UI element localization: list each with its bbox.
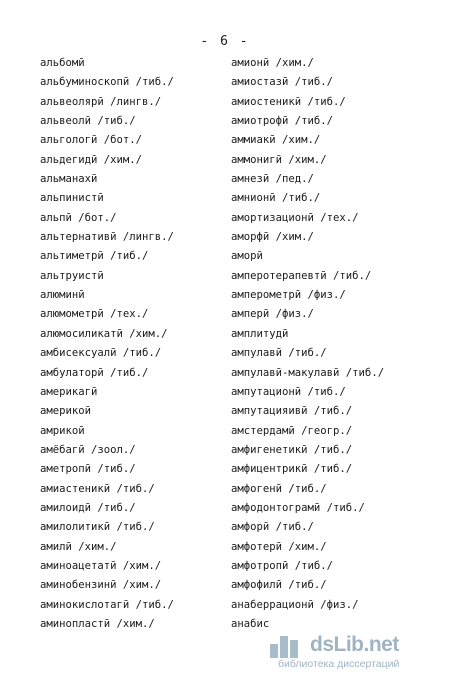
word-entry: амплитудӣ [231,327,289,340]
word-entry: аминокислотагӣ /тиб./ [40,598,174,611]
word-entry: альтиметрӣ /тиб./ [40,250,149,263]
word-entry: альманахӣ [40,173,98,186]
word-entry: альгологӣ /бот./ [40,134,143,147]
word-entry: амфогенӣ /тиб./ [231,482,327,495]
word-entry: анаберрационӣ /физ./ [231,598,359,611]
word-entry: алюмометрӣ /тех./ [40,308,149,321]
word-entry: ампутацияивӣ /тиб./ [231,405,353,418]
word-entry: алюмосиликатӣ /хим./ [40,327,168,340]
word-entry: аммонигӣ /хим./ [231,153,327,166]
word-entry: анабис [231,617,270,630]
word-entry: аморфӣ /хим./ [231,231,314,244]
word-entry: амилоидӣ /тиб./ [40,501,136,514]
word-entry: аминопластӣ /хим./ [40,617,155,630]
right-word-column [231,54,443,634]
word-entry: амфотерӣ /хим./ [231,540,327,553]
page-number: - 6 - [200,34,250,49]
word-entry: альвеолӣ /тиб./ [40,115,136,128]
word-entry: амперометрӣ /физ./ [231,289,346,302]
word-entry: амилолитикӣ /тиб./ [40,521,155,534]
watermark-brand: dsLib.net [310,633,399,656]
word-entry: амёбагӣ /зоол./ [40,443,136,456]
word-entry: амфодонтограмӣ /тиб./ [231,501,365,514]
word-entry: альтернативӣ /лингв./ [40,231,174,244]
word-entry: альбуминоскопӣ /тиб./ [40,76,174,89]
word-entry: амперӣ /физ./ [231,308,314,321]
word-entry: алюминӣ [40,289,85,302]
word-entry: амфорӣ /тиб./ [231,521,314,534]
word-entry: амперотерапевтӣ /тиб./ [231,269,372,282]
word-entry: аминобензинӣ /хим./ [40,579,162,592]
word-entry: амрикоӣ [40,424,85,437]
word-entry: амфицентрикӣ /тиб./ [231,463,353,476]
word-entry: амбулаторӣ /тиб./ [40,366,149,379]
bookshelf-logo-icon [270,636,304,658]
word-entry: амиостазӣ /тиб./ [231,76,334,89]
word-entry: амиастеникӣ /тиб./ [40,482,155,495]
word-entry: амиостеникӣ /тиб./ [231,95,346,108]
word-entry: америкоӣ [40,405,92,418]
left-word-column [40,54,230,634]
word-entry: аморӣ [231,250,263,263]
word-entry: амфигенетикӣ /тиб./ [231,443,353,456]
watermark-subtitle: библиотека диссертаций [278,658,400,670]
word-entry: аминоацетатӣ /хим./ [40,559,162,572]
word-entry: амиотрофӣ /тиб./ [231,115,334,128]
word-entry: ампулавӣ /тиб./ [231,347,327,360]
word-entry: альвеолярӣ /лингв./ [40,95,162,108]
word-entry: альпӣ /бот./ [40,211,117,224]
dslib-watermark [270,633,440,670]
word-entry: америкагӣ [40,385,98,398]
word-entry: амфотропӣ /тиб./ [231,559,334,572]
word-entry: ампулавӣ-макулавӣ /тиб./ [231,366,385,379]
word-entry: альдегидӣ /хим./ [40,153,143,166]
word-entry: аметропӣ /тиб./ [40,463,136,476]
word-entry: амнезӣ /пед./ [231,173,314,186]
word-entry: альпинистӣ [40,192,104,205]
word-entry: ампутационӣ /тиб./ [231,385,346,398]
word-entry: амстердамӣ /геогр./ [231,424,353,437]
word-entry: амфофилӣ /тиб./ [231,579,327,592]
word-entry: амортизационӣ /тех./ [231,211,359,224]
word-entry: амнионӣ /тиб./ [231,192,321,205]
word-entry: амионӣ /хим./ [231,57,314,69]
word-entry: альтруистӣ [40,269,104,282]
word-entry: амбисексуалӣ /тиб./ [40,347,162,360]
word-entry: аммиакӣ /хим./ [231,134,321,147]
word-entry: альбомӣ [40,57,85,69]
word-entry: амилӣ /хим./ [40,540,117,553]
